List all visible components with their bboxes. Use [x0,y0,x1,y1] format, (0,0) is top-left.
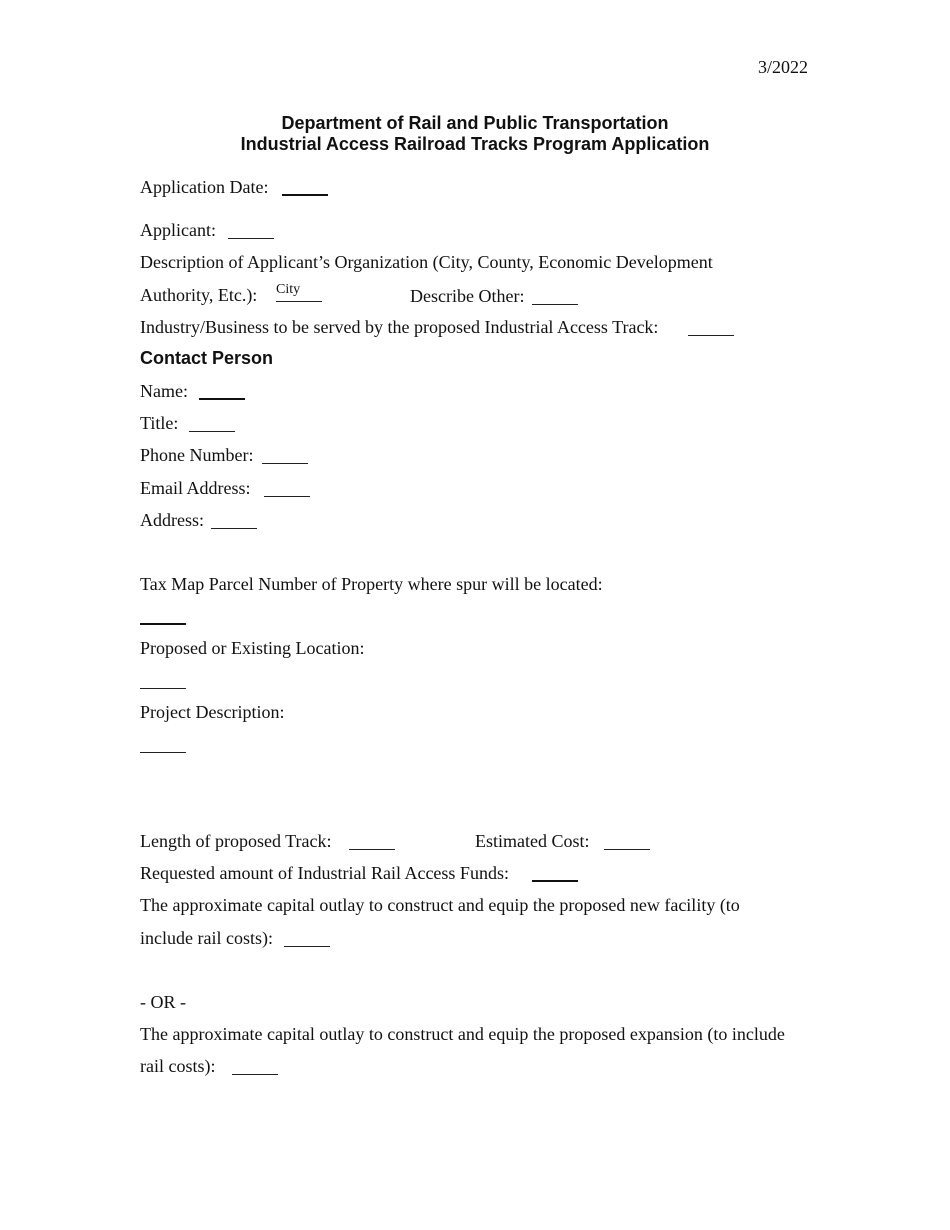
location-label: Proposed or Existing Location: [140,638,365,658]
track-length-label: Length of proposed Track: [140,831,332,851]
application-date-label: Application Date: [140,177,269,197]
org-description-line2: Authority, Etc.): [140,285,258,305]
org-type-field[interactable] [276,282,322,302]
org-description-line1: Description of Applicant’s Organization (City, County, Economic Development [140,252,713,272]
contact-person-heading: Contact Person [140,348,274,368]
outlay-expansion-field[interactable] [232,1059,278,1075]
project-description-label: Project Description: [140,702,285,722]
requested-funds-label: Requested amount of Industrial Rail Access Funds: [140,863,509,883]
estimated-cost-label: Estimated Cost: [475,831,590,851]
title-field[interactable] [189,416,235,432]
outlay-new-line2: include rail costs): [140,928,273,948]
outlay-expansion-line2: rail costs): [140,1056,216,1076]
industry-field[interactable] [688,320,734,336]
estimated-cost-field[interactable] [604,834,650,850]
title-label: Title: [140,413,179,433]
address-field[interactable] [211,513,257,529]
form-title-line1: Department of Rail and Public Transportation [281,113,669,133]
form-title-line2: Industrial Access Railroad Tracks Program Application [240,134,710,154]
email-field[interactable] [264,481,310,497]
or-separator: - OR - [140,992,186,1012]
email-label: Email Address: [140,478,251,498]
outlay-expansion-line1: The approximate capital outlay to construct and equip the proposed expansion (to include [140,1024,785,1044]
name-label: Name: [140,381,188,401]
tax-map-field[interactable] [140,609,186,625]
revision-date: 3/2022 [758,57,809,77]
address-label: Address: [140,510,204,530]
outlay-new-field[interactable] [284,931,330,947]
name-field[interactable] [199,384,245,400]
industry-label: Industry/Business to be served by the proposed Industrial Access Track: [140,317,659,337]
phone-field[interactable] [262,448,308,464]
describe-other-field[interactable] [532,289,578,305]
applicant-field[interactable] [228,223,274,239]
outlay-new-line1: The approximate capital outlay to construct and equip the proposed new facility (to [140,895,740,915]
describe-other-label: Describe Other: [410,286,525,306]
project-description-field[interactable] [140,737,186,753]
org-type-value: City [276,282,301,297]
application-date-field[interactable] [282,180,328,196]
tax-map-label: Tax Map Parcel Number of Property where spur will be located: [140,574,603,594]
phone-label: Phone Number: [140,445,254,465]
applicant-label: Applicant: [140,220,216,240]
requested-funds-field[interactable] [532,866,578,882]
track-length-field[interactable] [349,834,395,850]
location-field[interactable] [140,673,186,689]
